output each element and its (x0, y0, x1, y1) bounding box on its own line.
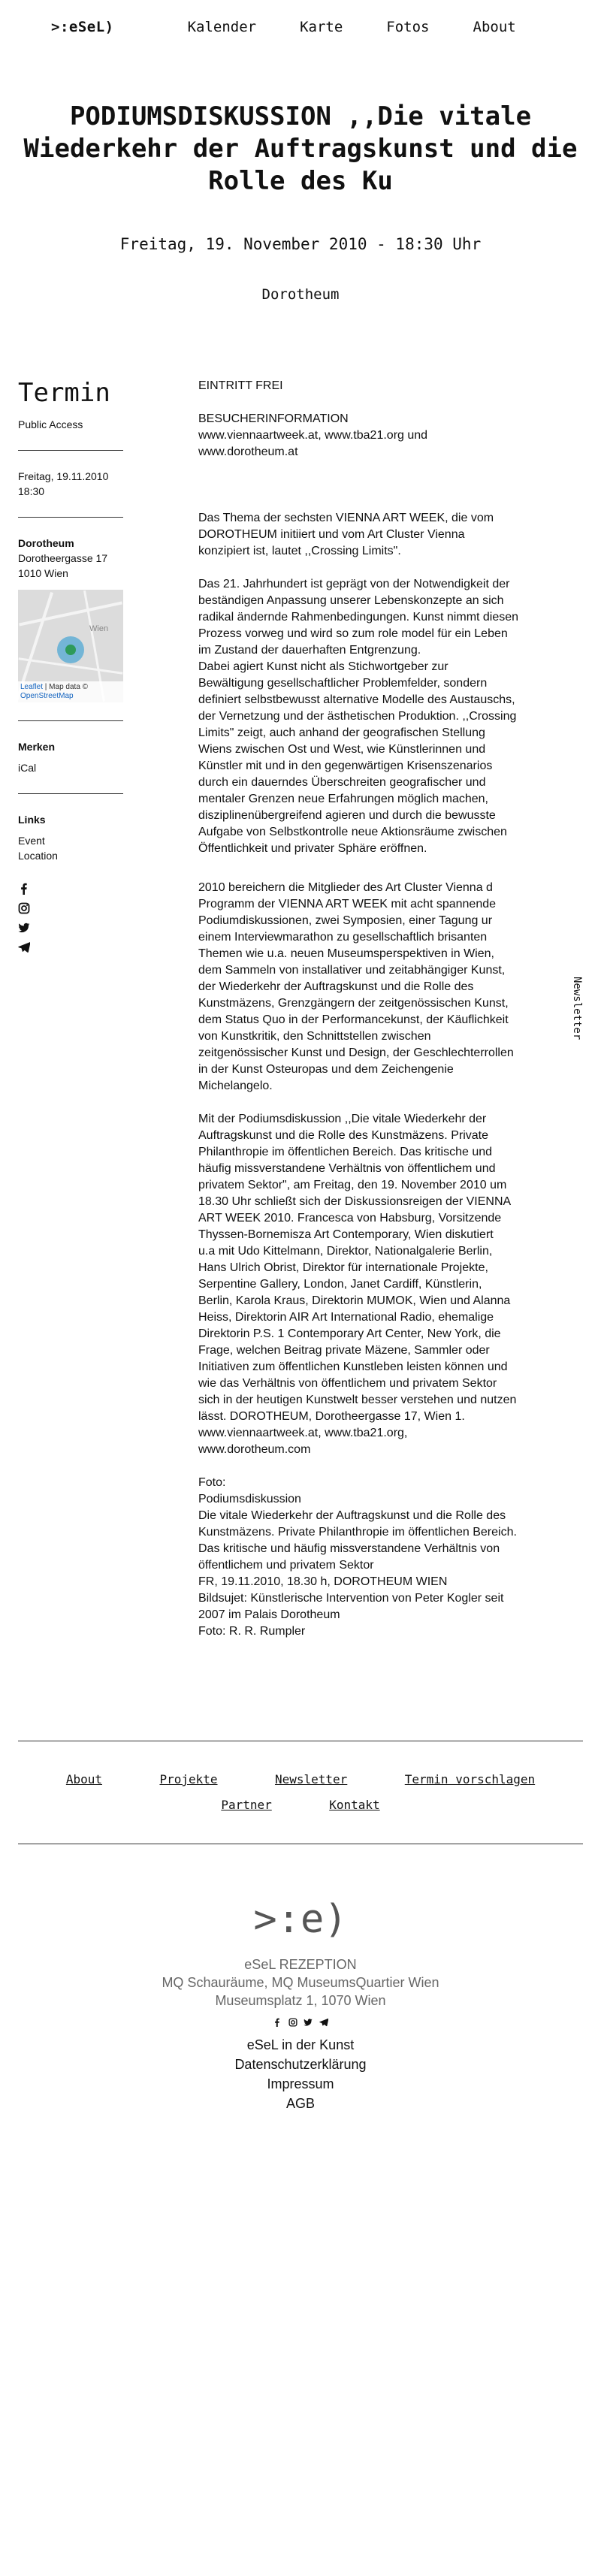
divider (18, 793, 123, 794)
twitter-icon[interactable] (304, 2018, 313, 2027)
event-datetime-date: Freitag, 19.11.2010 (18, 470, 109, 482)
divider (18, 517, 123, 518)
description-paragraph: Mit der Podiumsdiskussion ,,Die vitale Wiederkehr der Auftragskunst und die Rolle des Kunstmäzens. Private Philanthropie im öffentlichen Bereich. Das kritische und häufig missverstandene Verhältnis von öffentlichem und privatem Sektor", am Freitag, den 19. November 2010 um 18.30 Uhr schließt sich der Diskussionsreigen der VIENNA ART WEEK 2010. Francesca von Habsburg, Vorsitzende Thyssen-Bornemisza Art Contemporary, Wien diskutiert u.a mit Udo Kittelmann, Direktor, Nationalgalerie Berlin, Hans Ulrich Obrist, Direktor für internationale Projekte, Serpentine Gallery, London, Janet Cardiff, Künstlerin, Berlin, Karola Kraus, Direktorin MUMOK, Wien und Alanna Heiss, Direktorin AIR Art International Radio, ehemalige Direktorin P.S. 1 Contemporary Art Center, New York, die Frage, welchen Beitrag private Mäzene, Sammler oder Initiativen zum öffentlichen Kunstleben leisten können und wie das Verhältnis von öffentlichem und privatem Sektor sich in der heutigen Kunstwelt besser verstehen und nutzen lässt. DOROTHEUM, Dorotheergasse 17, Wien 1. www.viennaartweek.at, www.tba21.org, www.dorotheum.com (198, 1113, 517, 1456)
telegram-icon[interactable] (18, 941, 30, 953)
description-paragraph: Das Thema der sechsten VIENNA ART WEEK, die vom DOROTHEUM initiiert und vom Art Cluster Vienna konzipiert ist, lautet ,,Crossing Limits". (198, 512, 494, 557)
newsletter-tab[interactable]: Newsletter (571, 977, 583, 1040)
leaflet-link[interactable]: Leaflet (20, 683, 44, 691)
sidebar-heading: Termin (18, 378, 110, 408)
nav-item-kalender[interactable]: Kalender (187, 19, 257, 35)
footer-logo[interactable]: >:e) (253, 1897, 348, 1942)
map-attribution (18, 681, 123, 702)
links-heading: Links (18, 814, 46, 826)
merken-heading: Merken (18, 741, 56, 753)
event-datetime-time: 18:30 (18, 485, 45, 497)
divider (18, 450, 123, 451)
ical-link[interactable]: iCal (18, 762, 37, 774)
footer-link-partner[interactable]: Partner (221, 1798, 272, 1812)
footer-addr-line: MQ Schauräume, MQ MuseumsQuartier Wien (162, 1975, 439, 1990)
event-description (198, 378, 581, 1656)
footer-social (0, 2017, 601, 2031)
footer-link-datenschutz[interactable]: Datenschutzerklärung (234, 2057, 367, 2072)
location-city: 1010 Wien (18, 567, 68, 579)
osm-link[interactable]: OpenStreetMap (20, 692, 74, 700)
footer-link-newsletter[interactable]: Newsletter (274, 1772, 348, 1786)
footer-addr-line: Museumsplatz 1, 1070 Wien (215, 1993, 386, 2008)
footer-org: eSeL REZEPTION (244, 1957, 357, 1972)
description-paragraph: 2010 bereichern die Mitglieder des Art Cluster Vienna d Programm der VIENNA ART WEEK mit acht spannende Podiumdiskussionen, zwei Symposien, einer Tagung ur einem Interviewmarathon zu gesellschaftlich brisanten Themen wie u.a. neuen Museumsperspektiven in Wien, dem Sammeln von installativer und zeitabhängiger Kunst, der Wiederkehr der Auftragskunst und die Rolle des Kunstmäzens, Grenzgängern der zeitgenössischen Kunst, dem Status Quo in der Performancekunst, der Käuflichkeit von Kunstkritik, den Schnittstellen zwischen zeitgenössischer Kunst und Design, der Geschlechterrollen in der Kunst Osteuropas und dem Zeichengenie Michelangelo. (198, 881, 514, 1092)
telegram-icon[interactable] (319, 2018, 328, 2027)
footer-link-about[interactable]: About (65, 1772, 103, 1786)
footer-link-agb[interactable]: AGB (285, 2096, 315, 2111)
event-date: Freitag, 19. November 2010 - 18:30 Uhr (119, 235, 482, 253)
nav-item-about[interactable]: About (473, 19, 516, 35)
twitter-icon[interactable] (18, 922, 30, 934)
event-venue: Dorotheum (261, 286, 340, 303)
instagram-icon[interactable] (18, 902, 30, 914)
location-link[interactable]: Location (18, 850, 58, 862)
visitor-info: BESUCHERINFORMATION www.viennaartweek.at, www.tba21.org und www.dorotheum.at (198, 412, 428, 458)
map-marker-icon[interactable] (57, 636, 84, 663)
access-label: Public Access (18, 418, 83, 430)
top-nav (0, 0, 601, 54)
footer-link-kontakt[interactable]: Kontakt (329, 1798, 380, 1812)
footer-links (0, 2035, 601, 2113)
map-city-label: Wien (89, 624, 109, 633)
site-logo[interactable]: >:eSeL) (51, 19, 114, 35)
footer-link-termin-vorschlagen[interactable]: Termin vorschlagen (404, 1772, 536, 1786)
footer-link-projekte[interactable]: Projekte (159, 1772, 218, 1786)
divider (18, 720, 123, 721)
nav-item-karte[interactable]: Karte (300, 19, 343, 35)
location-name: Dorotheum (18, 537, 74, 549)
photo-caption: Foto: Podiumsdiskussion Die vitale Wiederkehr der Auftragskunst und die Rolle des Kunstmäzens. Private Philanthropie im öffentlichen Bereich. Das kritische und häufig missverstandene Verhältnis von öffentlichem und privatem Sektor FR, 19.11.2010, 18.30 h, DOROTHEUM WIEN Bildsujet: Künstlerische Intervention von Peter Kogler seit 2007 im Palais Dorotheum Foto: R. R. Rumpler (198, 1476, 517, 1638)
facebook-icon[interactable] (273, 2018, 282, 2027)
description-paragraph: Das 21. Jahrhundert ist geprägt von der Notwendigkeit der beständigen Anpassung unserer Lebenskonzepte an sich radikal ändernde Rahmenbedingungen. Kunst nimmt diesen Prozess vorweg und wird so zum role model für ein Leben im Zustand der dauerhaften Entgrenzung. Dabei agiert Kunst nicht als Stichwortgeber zur Bewältigung gesellschaftlicher Problemfelder, sondern definiert selbstbewusst alternative Modelle des Austauschs, der Vernetzung und der ästhetischen Produktion. ,,Crossing Limits" zeigt, auch anhand der geografischen Stellung Wiens zwischen Ost und West, wie Künstlerinnen und Künstler mit und in den gegenwärtigen Krisenszenarios durch ein dauerndes Überschreiten geografischer und mentaler Grenzen neue Erfahrungen möglich machen, disziplinenübergreifend agieren und durch die bewusste Aufgabe von Selbstkontrolle neue Aktionsräume zwischen Öffentlichkeit und privater Sphäre eröffnen. (198, 578, 519, 855)
sidebar (18, 378, 123, 1656)
instagram-icon[interactable] (288, 2018, 297, 2027)
social-links (18, 883, 123, 953)
location-map[interactable] (18, 590, 123, 702)
facebook-icon[interactable] (18, 883, 30, 895)
event-title: PODIUMSDISKUSSION ,,Die vitale Wiederkehr der Auftragskunst und die Rolle des Ku (23, 101, 578, 196)
map-attrib-separator: | Map data © (43, 683, 89, 691)
footer-nav (0, 1741, 601, 1844)
footer-link-esel-in-der-kunst[interactable]: eSeL in der Kunst (246, 2037, 355, 2052)
content-area (0, 378, 601, 1656)
footer-link-impressum[interactable]: Impressum (267, 2076, 334, 2091)
location-street: Dorotheergasse 17 (18, 552, 108, 564)
footer-address (0, 1955, 601, 2010)
nav-item-fotos[interactable]: Fotos (386, 19, 430, 35)
admission-text: EINTRITT FREI (198, 379, 283, 392)
event-link[interactable]: Event (18, 835, 45, 847)
